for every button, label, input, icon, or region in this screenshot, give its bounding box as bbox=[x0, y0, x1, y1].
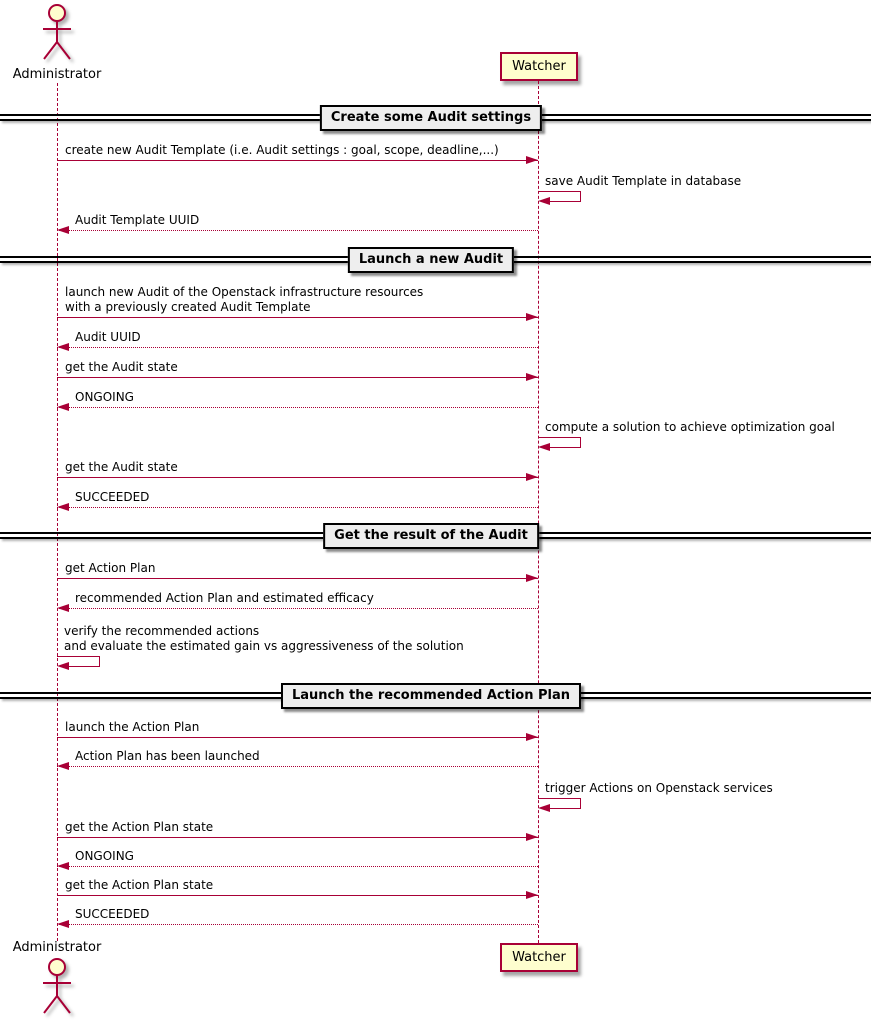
message-line bbox=[57, 895, 538, 896]
watcher-participant-top: Watcher bbox=[500, 52, 578, 81]
self-message-line bbox=[580, 437, 581, 448]
message-line bbox=[57, 377, 538, 378]
message-line bbox=[57, 347, 538, 348]
message-label: get the Audit state bbox=[65, 460, 178, 474]
arrowhead-icon bbox=[57, 604, 69, 612]
divider-label: Launch the recommended Action Plan bbox=[281, 683, 581, 709]
message-line bbox=[57, 766, 538, 767]
arrowhead-icon bbox=[526, 833, 538, 841]
arrowhead-icon bbox=[526, 733, 538, 741]
arrowhead-icon bbox=[526, 313, 538, 321]
message-label: SUCCEEDED bbox=[75, 907, 150, 921]
message-line bbox=[57, 924, 538, 925]
message-label: with a previously created Audit Template bbox=[65, 300, 311, 314]
message-line bbox=[57, 578, 538, 579]
arrowhead-icon bbox=[526, 156, 538, 164]
arrowhead-icon bbox=[526, 891, 538, 899]
arrowhead-icon bbox=[57, 226, 69, 234]
administrator-label-top: Administrator bbox=[12, 67, 102, 82]
self-message-line bbox=[547, 447, 580, 448]
self-message-label: trigger Actions on Openstack services bbox=[545, 781, 773, 795]
divider-label: Create some Audit settings bbox=[320, 105, 542, 131]
self-message-line bbox=[538, 798, 580, 799]
self-message-line bbox=[538, 437, 580, 438]
message-line bbox=[57, 866, 538, 867]
watcher-participant-bottom: Watcher bbox=[500, 943, 578, 972]
message-label: recommended Action Plan and estimated efficacy bbox=[75, 591, 374, 605]
self-message-line bbox=[57, 656, 99, 657]
message-label: ONGOING bbox=[75, 390, 134, 404]
message-line bbox=[57, 507, 538, 508]
arrowhead-icon bbox=[57, 662, 69, 670]
message-line bbox=[57, 230, 538, 231]
message-label: get the Action Plan state bbox=[65, 878, 214, 892]
message-label: get Action Plan bbox=[65, 561, 156, 575]
arrowhead-icon bbox=[57, 762, 69, 770]
arrowhead-icon bbox=[57, 503, 69, 511]
message-line bbox=[57, 407, 538, 408]
administrator-label-bottom: Administrator bbox=[12, 940, 102, 955]
self-message-line bbox=[538, 191, 580, 192]
message-line bbox=[57, 477, 538, 478]
arrowhead-icon bbox=[57, 920, 69, 928]
self-message-line bbox=[547, 808, 580, 809]
message-line bbox=[57, 160, 538, 161]
arrowhead-icon bbox=[57, 343, 69, 351]
message-label: launch new Audit of the Openstack infrastructure resources bbox=[65, 285, 424, 299]
self-message-line bbox=[580, 798, 581, 809]
self-message-line bbox=[547, 201, 580, 202]
arrowhead-icon bbox=[538, 443, 550, 451]
message-label: Audit Template UUID bbox=[75, 213, 200, 227]
message-label: create new Audit Template (i.e. Audit settings : goal, scope, deadline,...) bbox=[65, 143, 499, 157]
message-label: SUCCEEDED bbox=[75, 490, 150, 504]
message-label: launch the Action Plan bbox=[65, 720, 200, 734]
arrowhead-icon bbox=[538, 197, 550, 205]
divider-label: Launch a new Audit bbox=[348, 247, 514, 273]
message-label: ONGOING bbox=[75, 849, 134, 863]
self-message-label: save Audit Template in database bbox=[545, 174, 742, 188]
message-label: get the Audit state bbox=[65, 360, 178, 374]
message-line bbox=[57, 317, 538, 318]
self-message-label: verify the recommended actions bbox=[64, 624, 260, 638]
self-message-label: compute a solution to achieve optimization goal bbox=[545, 420, 835, 434]
arrowhead-icon bbox=[57, 403, 69, 411]
message-line bbox=[57, 837, 538, 838]
message-line bbox=[57, 608, 538, 609]
self-message-line bbox=[99, 656, 100, 667]
message-line bbox=[57, 737, 538, 738]
arrowhead-icon bbox=[538, 804, 550, 812]
arrowhead-icon bbox=[526, 473, 538, 481]
message-label: get the Action Plan state bbox=[65, 820, 214, 834]
self-message-label: and evaluate the estimated gain vs aggressiveness of the solution bbox=[64, 639, 464, 653]
self-message-line bbox=[580, 191, 581, 202]
arrowhead-icon bbox=[57, 862, 69, 870]
message-label: Audit UUID bbox=[75, 330, 141, 344]
message-label: Action Plan has been launched bbox=[75, 749, 260, 763]
self-message-line bbox=[66, 666, 99, 667]
arrowhead-icon bbox=[526, 373, 538, 381]
divider-label: Get the result of the Audit bbox=[323, 523, 539, 549]
administrator-actor-icon-bottom bbox=[35, 957, 79, 1019]
arrowhead-icon bbox=[526, 574, 538, 582]
